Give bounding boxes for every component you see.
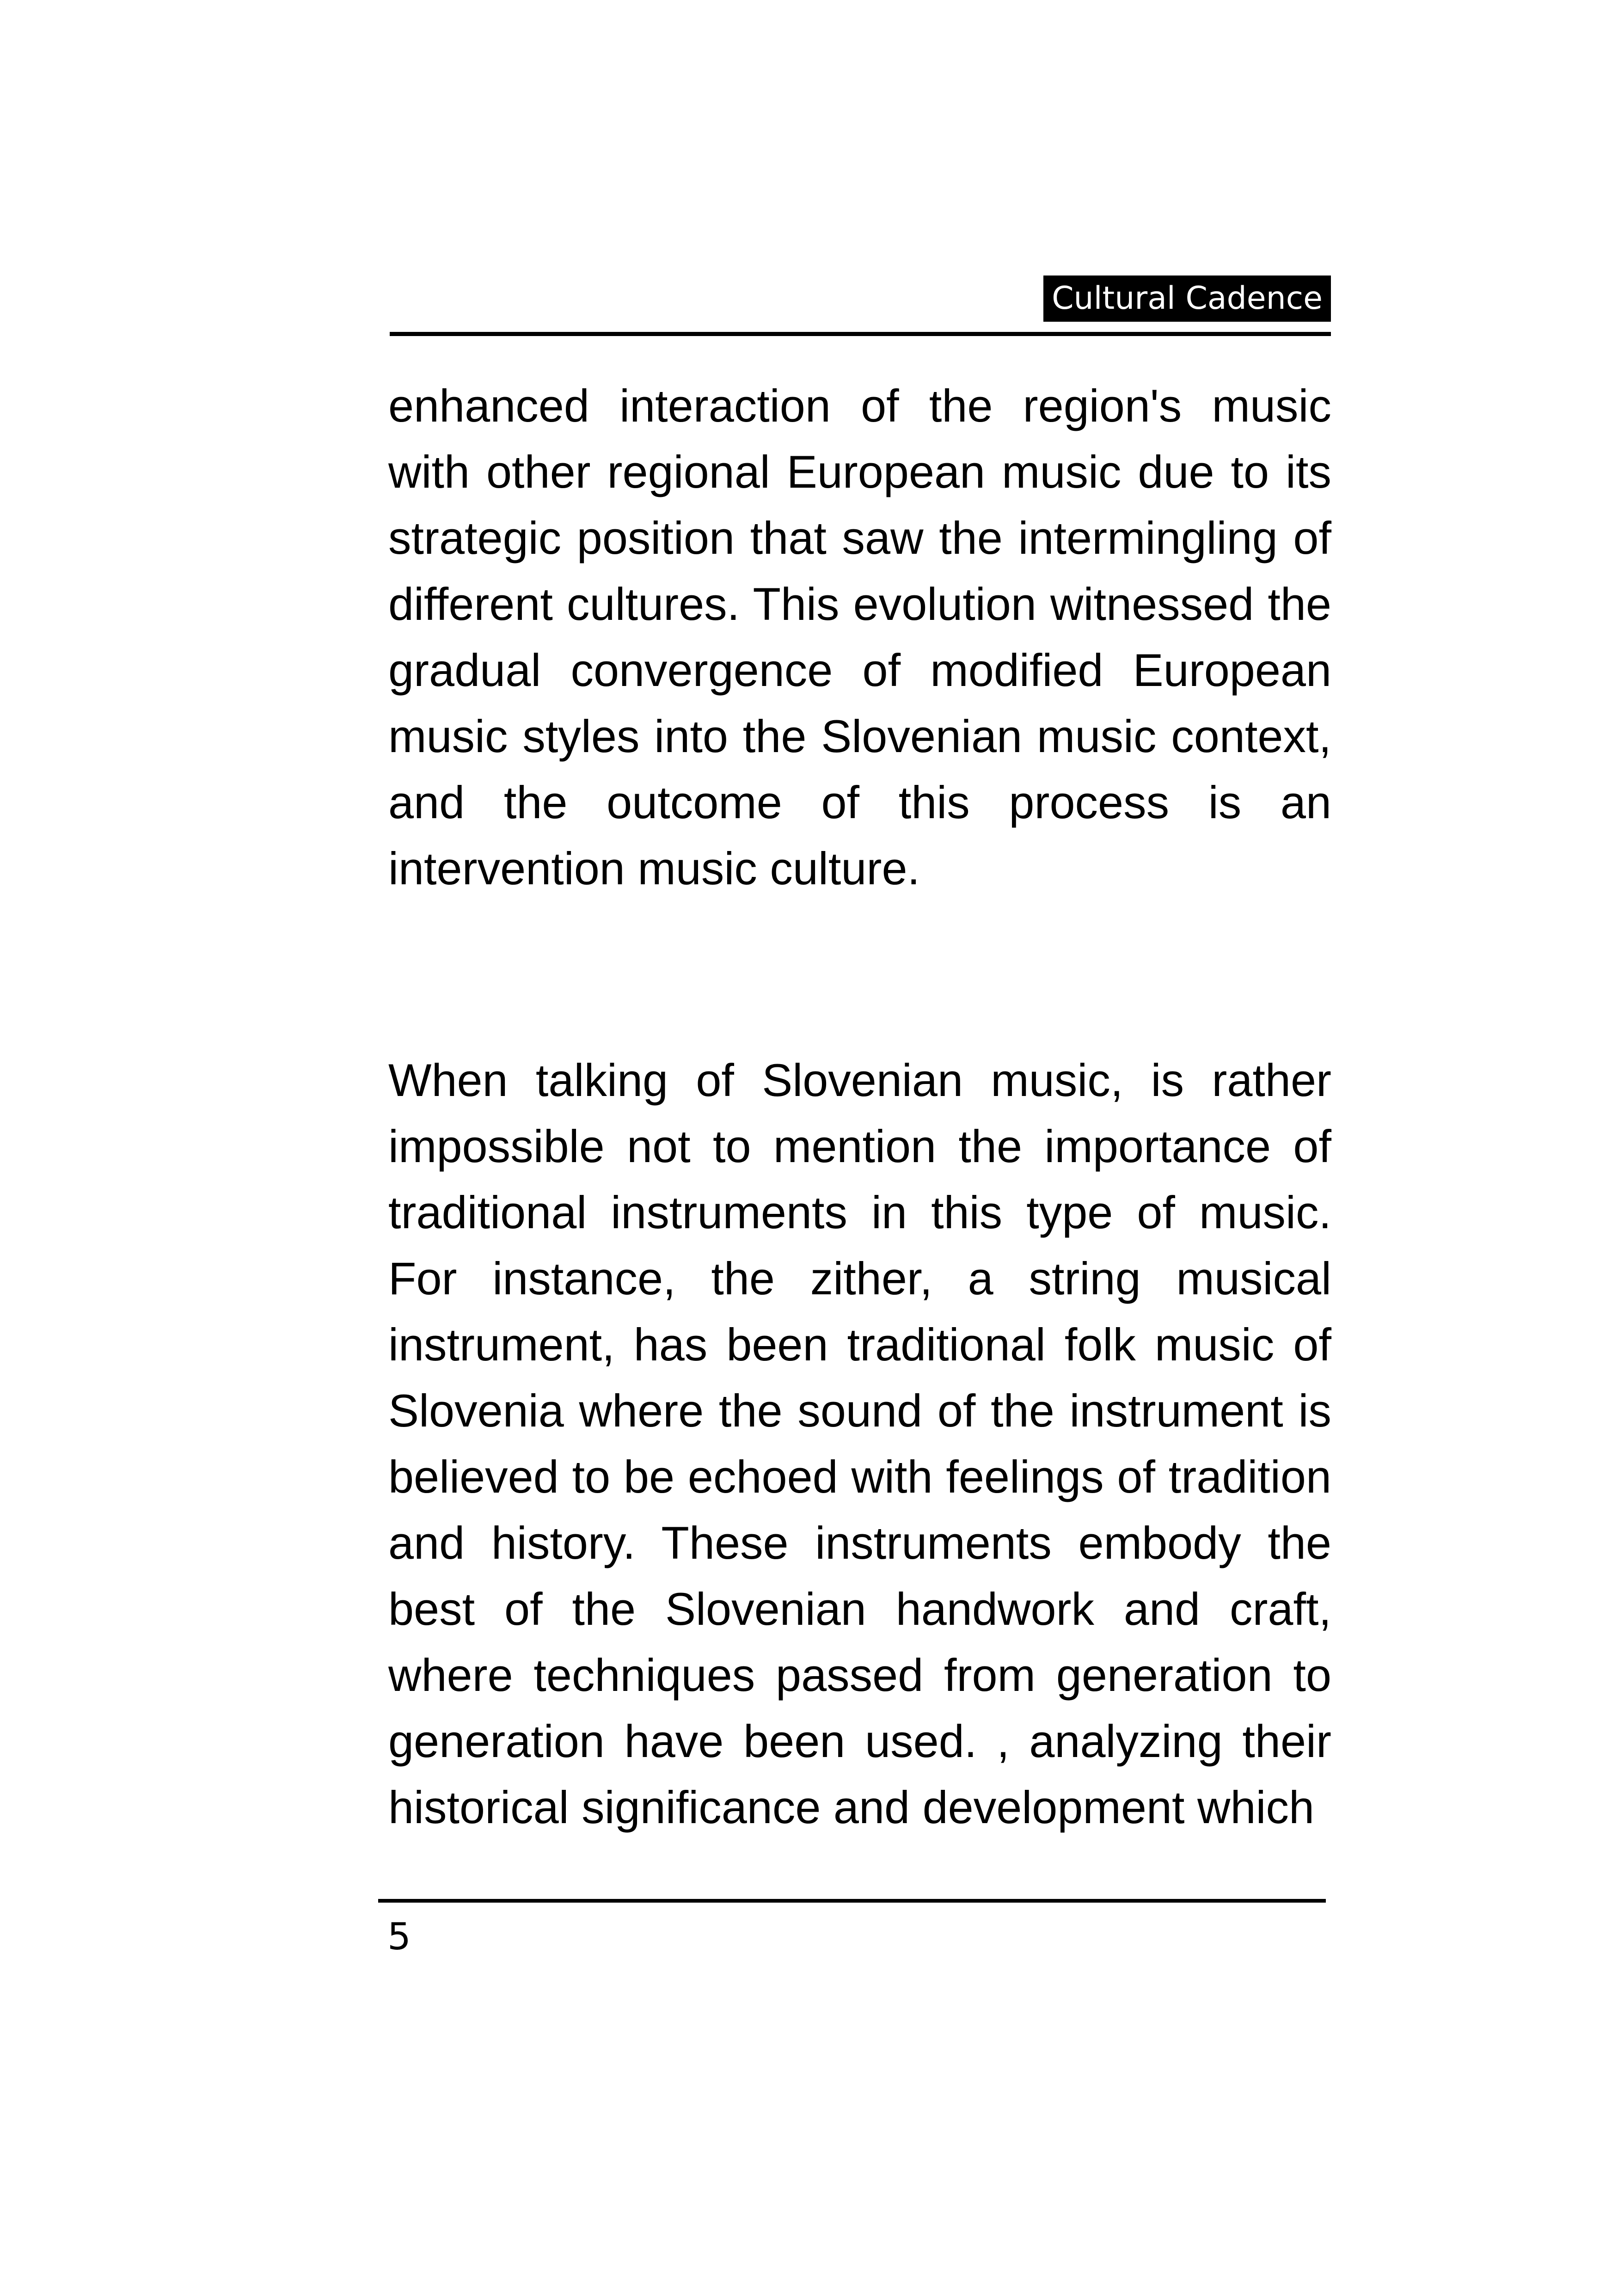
running-header-title: Cultural Cadence [1043, 276, 1331, 322]
body-paragraph-2: When talking of Slovenian music, is rather impossible not to mention the importance of traditional instruments in this type of music. For instance, the zither, a string musical instrument, has been traditional folk music of Slovenia where the sound of the instrument is believed to be echoed with feelings of tradition and history. These instruments embody the best of the Slovenian handwork and craft, where techniques passed from generation to generation have been used. , analyzing their historical significance and development which [388, 1054, 1331, 1833]
body-paragraph-1: enhanced interaction of the region's music with other regional European music due to its strategic position that saw the intermingling of different cultures. This evolution witnessed the gradual convergence of modified European music styles into the Slovenian music context, and the outcome of this process is an intervention music culture. [388, 380, 1331, 894]
header-divider [390, 332, 1331, 336]
footer-divider [378, 1899, 1326, 1903]
page-number: 5 [387, 1915, 411, 1958]
